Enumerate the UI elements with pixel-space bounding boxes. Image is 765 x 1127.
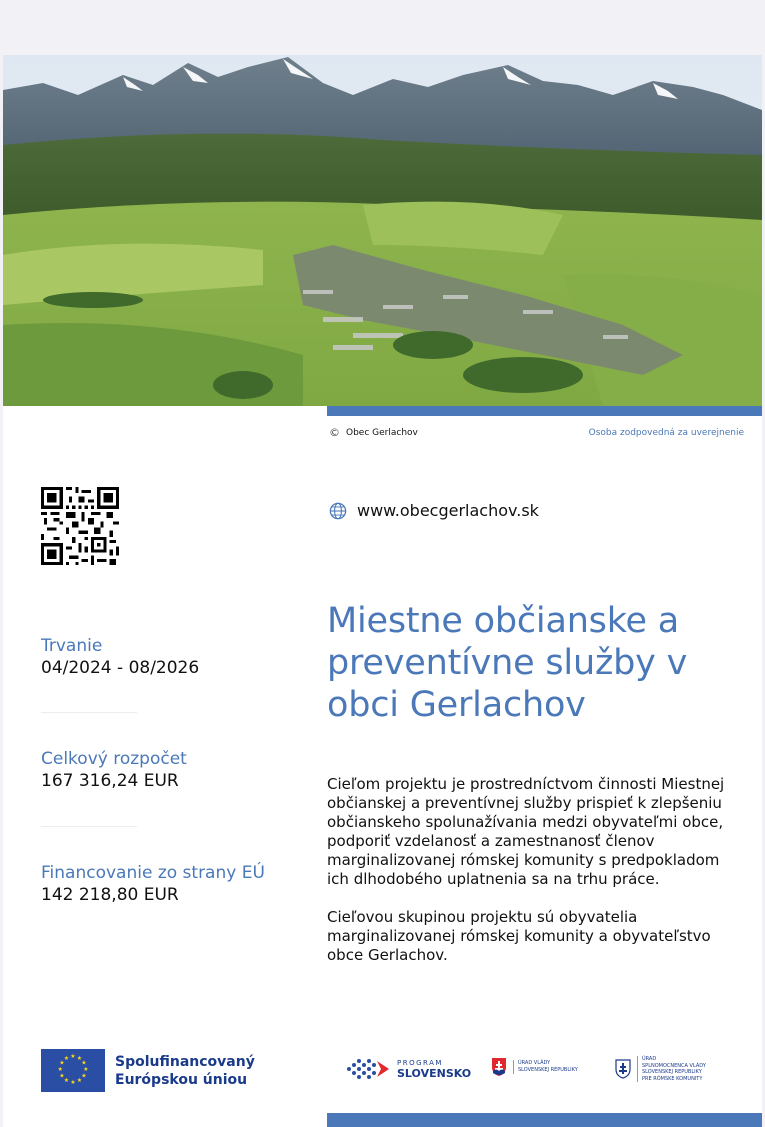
divider	[41, 712, 137, 713]
eu-funding-value: 142 218,80 EUR	[41, 885, 179, 905]
project-title: Miestne občianske a preventívne služby v obci Gerlachov	[327, 601, 688, 725]
coat-of-arms-outline-icon	[615, 1059, 631, 1079]
svg-text:★: ★	[81, 1059, 87, 1067]
svg-text:★: ★	[59, 1072, 65, 1080]
svg-text:★: ★	[57, 1066, 63, 1073]
svg-text:★: ★	[81, 1072, 87, 1080]
svg-text:★: ★	[76, 1077, 83, 1085]
svg-text:★: ★	[63, 1054, 70, 1062]
slovak-coat-of-arms-icon	[491, 1057, 507, 1077]
urad-line2: SLOVENSKEJ REPUBLIKY	[518, 1067, 578, 1073]
description-paragraph: Cieľovou skupinou projektu sú obyvatelia marginalizovanej rómskej komunity a obyvateľstvo obce Gerlachov.	[327, 908, 711, 964]
program-slovensko-logo	[345, 1057, 471, 1081]
splno-line4: PRE RÓMSKE KOMUNITY	[642, 1075, 703, 1082]
urad-line1: ÚRAD VLÁDY	[518, 1060, 551, 1066]
credit-text: Obec Gerlachov	[346, 427, 418, 438]
duration-value: 04/2024 - 08/2026	[41, 658, 200, 678]
budget-block	[41, 748, 301, 792]
copyright-icon: ©	[329, 426, 340, 439]
budget-label: Celkový rozpočet	[41, 749, 187, 769]
website-url: www.obecgerlachov.sk	[357, 501, 539, 520]
program-label: PROGRAM	[397, 1058, 443, 1067]
budget-value: 167 316,24 EUR	[41, 771, 179, 791]
divider	[41, 826, 137, 827]
website-link[interactable]	[329, 501, 539, 520]
responsible-person-link[interactable]: Osoba zodpovedná za uverejnenie	[588, 428, 744, 438]
eu-funding-block	[41, 862, 301, 906]
splno-line1: ÚRAD	[642, 1056, 657, 1062]
urad-vlady-logo	[491, 1057, 578, 1077]
accent-bar-top	[327, 406, 762, 416]
eu-flag-icon	[41, 1049, 105, 1092]
project-description	[327, 775, 737, 984]
eu-logo-line1: Spolufinancovaný	[115, 1053, 255, 1070]
splnomocnenec-logo	[615, 1056, 706, 1082]
eu-cofunded-logo	[41, 1049, 255, 1092]
splno-line2: SPLNOMOCNENCA VLÁDY	[642, 1062, 706, 1069]
svg-text:★: ★	[70, 1053, 76, 1060]
qr-code[interactable]	[41, 487, 119, 565]
splno-line3: SLOVENSKEJ REPUBLIKY	[642, 1069, 702, 1075]
duration-block	[41, 635, 301, 679]
program-slovensko-icon	[345, 1057, 391, 1081]
program-name: SLOVENSKO	[397, 1066, 472, 1080]
eu-logo-line2: Európskou úniou	[115, 1071, 248, 1088]
duration-label: Trvanie	[41, 636, 103, 656]
globe-icon	[329, 502, 347, 520]
svg-text:★: ★	[63, 1077, 70, 1085]
description-paragraph: Cieľom projektu je prostredníctvom činnosti Miestnej občianskej a preventívnej služby prispieť k zlepšeniu občianskeho spolunažívania medzi obyvateľmi obce, podporiť vzdelanosť a zamestnanosť členov marginalizovanej rómskej komunity s predpokladom ich dlhodobého uplatnenia sa na trhu práce.	[327, 775, 725, 888]
svg-text:★: ★	[70, 1079, 76, 1086]
svg-text:★: ★	[59, 1059, 65, 1067]
svg-text:★: ★	[76, 1054, 83, 1062]
eu-funding-label: Financovanie zo strany EÚ	[41, 863, 265, 883]
accent-bar-bottom	[327, 1113, 762, 1127]
poster	[3, 55, 762, 1127]
svg-text:★: ★	[83, 1066, 89, 1073]
landscape-photo	[3, 55, 762, 406]
photo-credit	[329, 426, 418, 439]
